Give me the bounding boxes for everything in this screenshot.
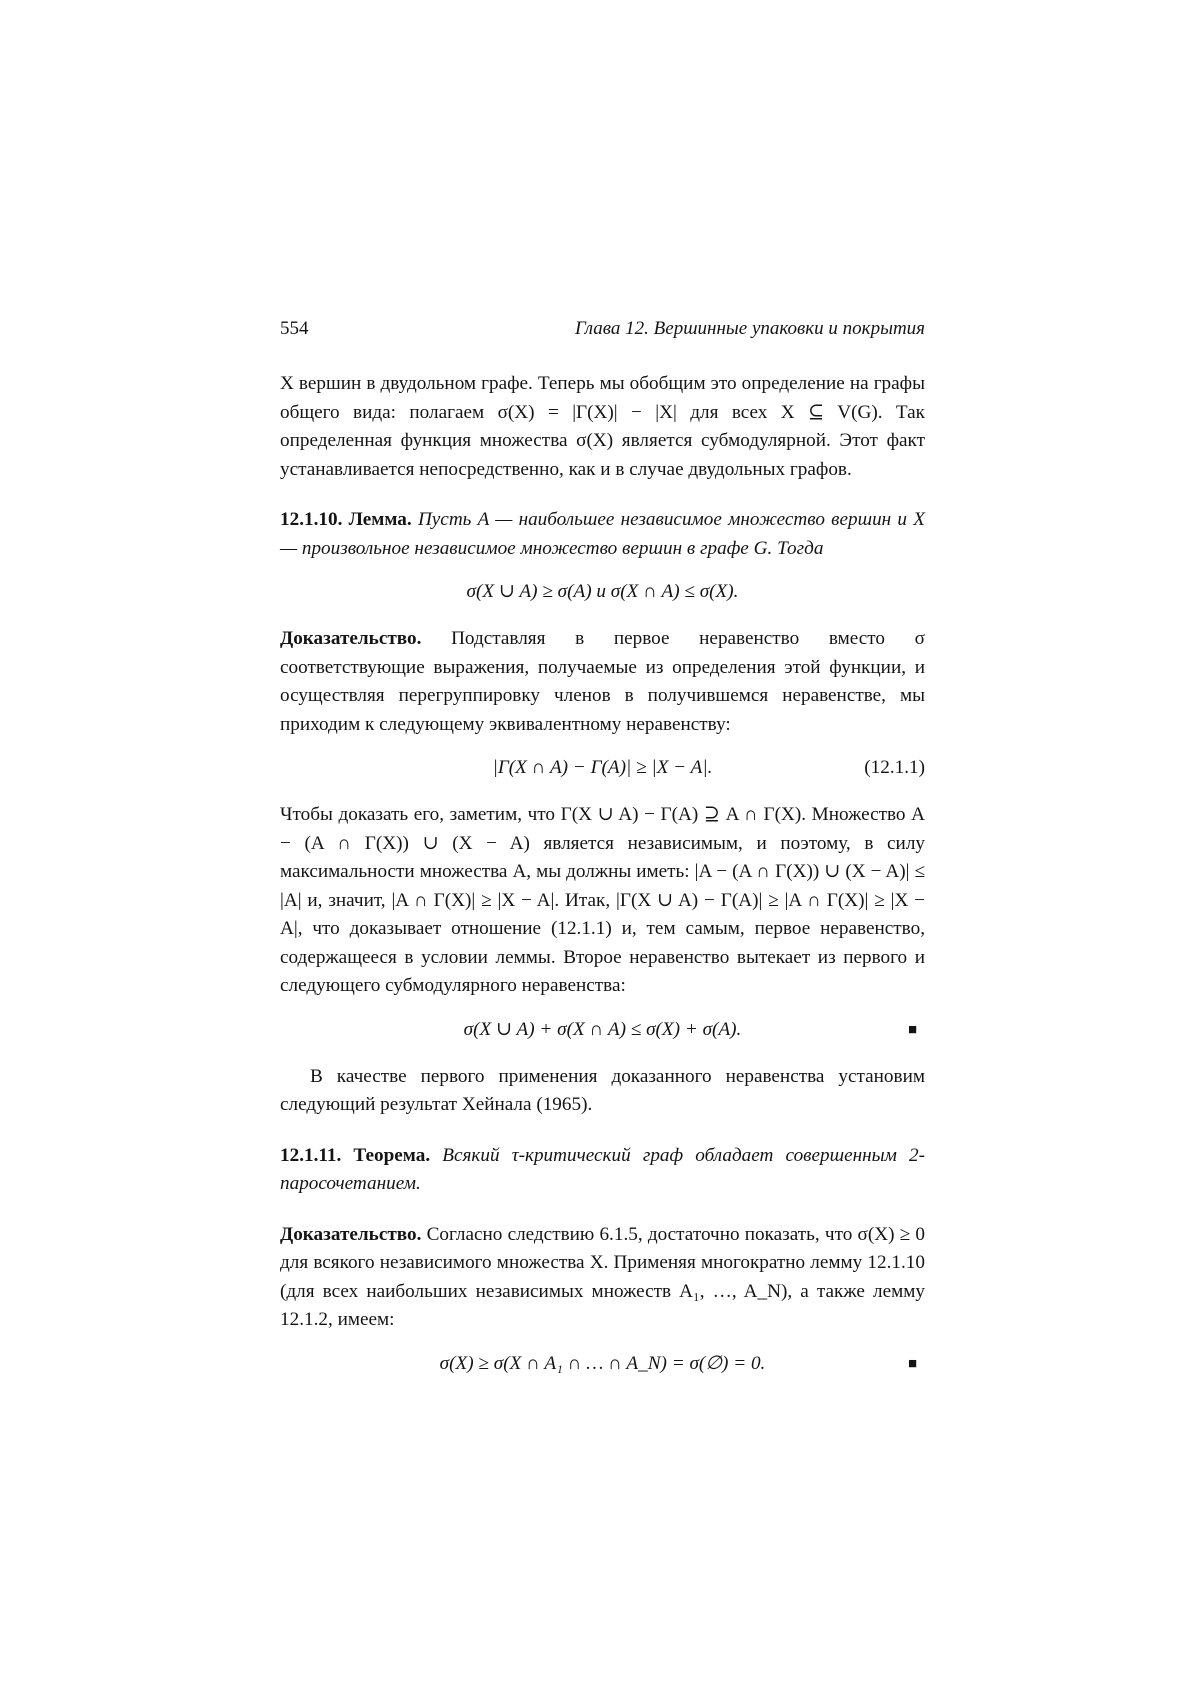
proof-text: Подставляя в первое неравенство вместо σ соответствующие выражения, получаемые из определения этой функции, и осуществляя перегруппировку членов в получившемся неравенстве, мы приходим к следующему эквивалентному неравенству: — [280, 628, 926, 735]
lemma-formula — [280, 575, 925, 609]
submodular-formula-text: σ(X ∪ A) + σ(X ∩ A) ≤ σ(X) + σ(A). — [463, 1018, 742, 1040]
qed-mark: ■ — [907, 1355, 917, 1372]
proof-lemma — [280, 625, 925, 739]
theorem-text: Всякий τ-критический граф обладает совершенным 2-паросочетанием. — [280, 1144, 926, 1194]
lemma-text: Пусть A — наибольшее независимое множество вершин и X — произвольное независимое множество вершин в графе G. Тогда — [280, 509, 925, 559]
theorem-label: 12.1.11. Теорема. — [280, 1144, 431, 1166]
running-head: Глава 12. Вершинные упаковки и покрытия — [574, 318, 925, 339]
equation-12-1-1 — [280, 751, 925, 785]
lemma-statement — [280, 506, 925, 563]
book-page — [280, 318, 925, 1397]
equation-number: (12.1.1) — [864, 757, 925, 778]
proof-label: Доказательство. — [280, 628, 422, 649]
lemma-label: 12.1.10. Лемма. — [280, 509, 412, 530]
page-header — [280, 318, 925, 348]
proof-text: Согласно следствию 6.1.5, достаточно показать, что σ(X) ≥ 0 для всякого независимого множества X. Применяя многократно лемму 12.1.10 (для всех наибольших независимых множеств A₁, …, A_N), а также лемму 12.1.2, имеем: — [280, 1223, 926, 1330]
proof-label: Доказательство. — [280, 1223, 422, 1245]
submodular-formula — [280, 1013, 925, 1047]
paragraph-intro: X вершин в двудольном графе. Теперь мы обобщим это определение на графы общего вида: полагаем σ(X) = |Γ(X)| − |X| для всех X ⊆ V(G). Так определенная функция множества σ(X) является субмодулярной. Этот факт устанавливается непосредственно, как и в случае двудольных графов. — [280, 373, 925, 480]
paragraph-application: В качестве первого применения доказанного неравенства установим следующий результат Хейнала (1965). — [280, 1065, 925, 1115]
lemma-formula-text: σ(X ∪ A) ≥ σ(A) и σ(X ∩ A) ≤ σ(X). — [466, 581, 739, 602]
page-number: 554 — [280, 318, 309, 339]
theorem-statement — [280, 1142, 925, 1199]
proof-theorem — [280, 1221, 925, 1335]
equation-text: |Γ(X ∩ A) − Γ(A)| ≥ |X − A|. — [492, 757, 713, 778]
final-formula-text: σ(X) ≥ σ(X ∩ A₁ ∩ … ∩ A_N) = σ(∅) = 0. — [439, 1352, 766, 1374]
qed-mark: ■ — [907, 1021, 917, 1038]
paragraph-proof-continued: Чтобы доказать его, заметим, что Γ(X ∪ A) − Γ(A) ⊇ A ∩ Γ(X). Множество A − (A ∩ Γ(X)) ∪ (X − A) является независимым, и поэтому, в силу максимальности множества A, мы должны иметь: |A − (A ∩ Γ(X)) ∪ (X − A)| ≤ |A| и, значит, |A ∩ Γ(X)| ≥ |X − A|. Итак, |Γ(X ∪ A) − Γ(A)| ≥ |A ∩ Γ(X)| ≥ |X − A|, что доказывает отношение (12.1.1) и, тем самым, первое неравенство, содержащееся в условии леммы. Второе неравенство вытекает из первого и следующего субмодулярного неравенства: — [280, 804, 925, 996]
final-formula — [280, 1347, 925, 1381]
